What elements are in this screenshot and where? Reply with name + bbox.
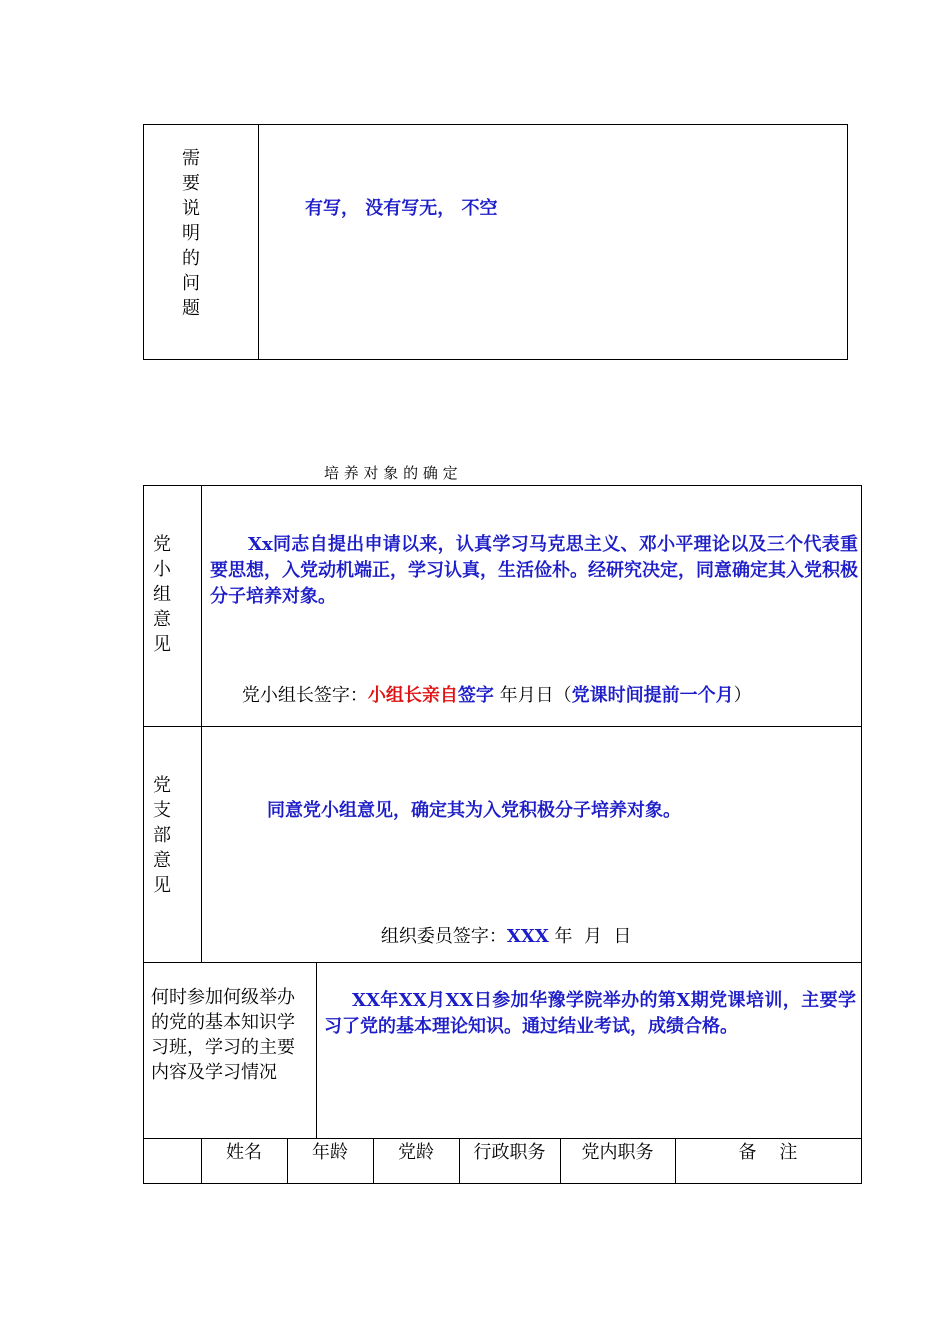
label-char: 部 — [153, 825, 171, 846]
label-char: 意 — [153, 609, 171, 630]
branch-signature-line — [358, 898, 631, 976]
group-opinion-text: Xx同志自提出申请以来，认真学习马克思主义、邓小平理论以及三个代表重要思想，入党动机端正，学习认真，生活俭朴。经研究决定，同意确定其入党积极分子培养对象。 — [210, 534, 858, 607]
party-class-text: XX年XX月XX日参加华豫学院举办的第X期党课培训，主要学习了党的基本理论知识。通过结业考试，成绩合格。 — [324, 990, 856, 1037]
label-char: 支 — [153, 800, 171, 821]
notes-label — [179, 146, 203, 321]
label-char: 明 — [182, 223, 200, 244]
notes-content: 有写， 没有写无， 不空 — [305, 198, 498, 219]
header-party-post: 党内职务 — [581, 1142, 654, 1163]
label-char: 党 — [153, 775, 171, 796]
label-char: 要 — [182, 173, 200, 194]
label-char: 的 — [182, 248, 200, 269]
branch-opinion-label — [150, 773, 174, 898]
label-char: 见 — [153, 875, 171, 896]
group-sig-label: 党小组长签字： — [241, 685, 368, 706]
group-sig-close: ） — [733, 685, 752, 706]
header-name: 姓名 — [226, 1142, 262, 1163]
label-char: 问 — [182, 273, 200, 294]
section-title: 培 养 对 象 的 确 定 — [324, 464, 458, 482]
group-signature-line — [219, 657, 752, 735]
branch-sig-label: 组织委员签字： — [380, 926, 507, 947]
label-char: 见 — [153, 634, 171, 655]
branch-sig-date: 年 月 日 — [548, 926, 632, 947]
label-char: 意 — [153, 850, 171, 871]
branch-sig-name: XXX — [506, 926, 549, 947]
party-class-label: 何时参加何级举办的党的基本知识学习班，学习的主要内容及学习情况 — [151, 987, 295, 1083]
label-char: 小 — [153, 559, 171, 580]
header-party-age: 党龄 — [398, 1142, 434, 1163]
label-char: 说 — [182, 198, 200, 219]
group-sig-blue: 签字 — [457, 685, 494, 706]
label-char: 题 — [182, 298, 200, 319]
group-sig-date: 年月日（ — [493, 685, 572, 706]
label-char: 需 — [182, 148, 200, 169]
header-remarks: 备 注 — [738, 1142, 798, 1163]
label-char: 组 — [153, 584, 171, 605]
label-char: 党 — [153, 534, 171, 555]
group-opinion-label — [150, 532, 174, 657]
group-sig-red: 小组长亲自 — [367, 685, 458, 706]
header-admin-post: 行政职务 — [473, 1142, 546, 1163]
branch-opinion-text: 同意党小组意见，确定其为入党积极分子培养对象。 — [267, 800, 681, 821]
header-age: 年龄 — [312, 1142, 348, 1163]
group-sig-note: 党课时间提前一个月 — [571, 685, 734, 706]
